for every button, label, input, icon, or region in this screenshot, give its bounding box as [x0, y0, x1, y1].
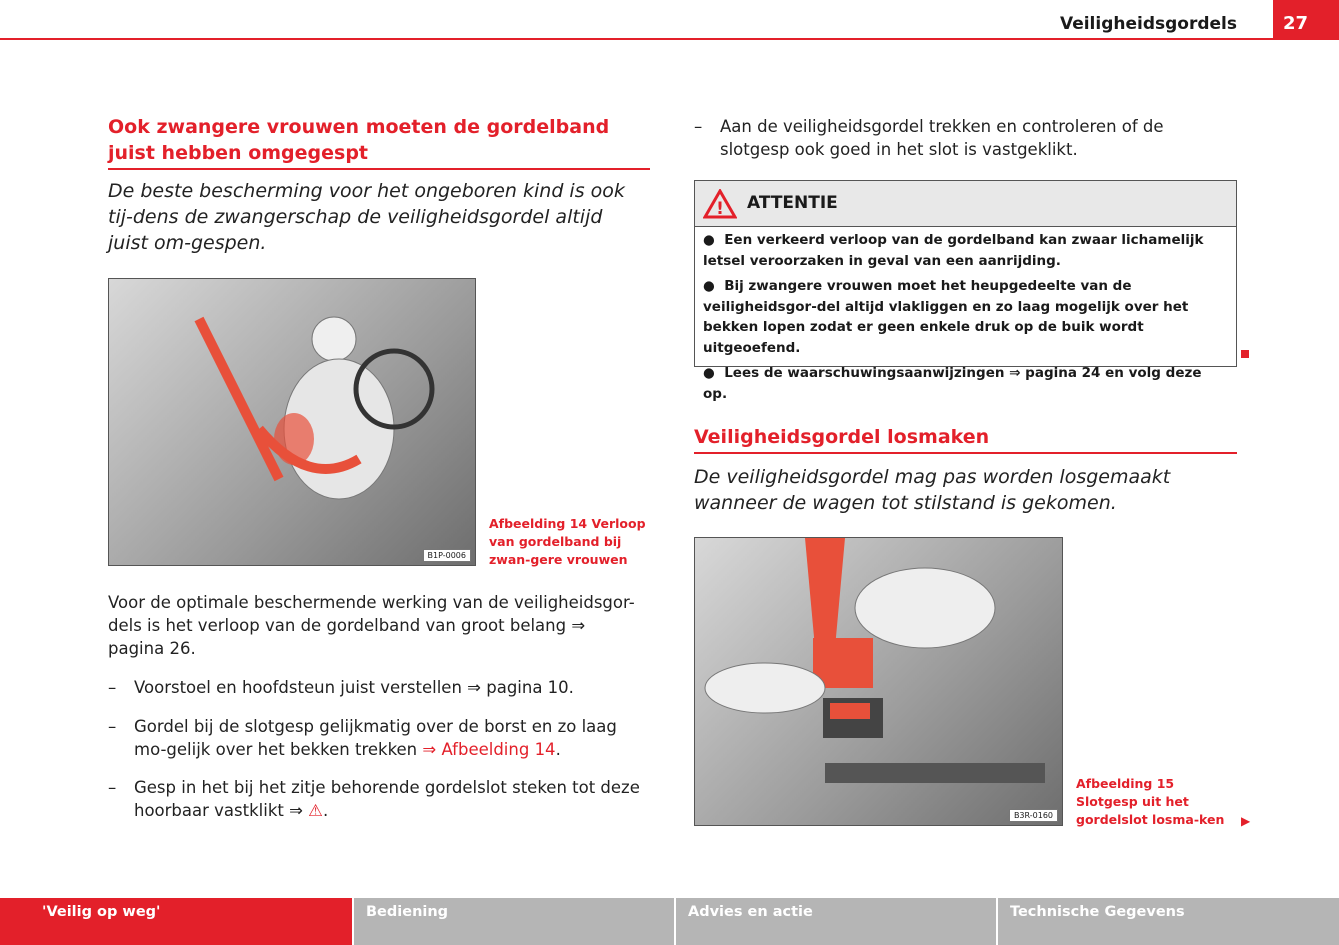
section-lead: De beste bescherming voor het ongeboren kind is ook tij-dens de zwangerschap de veiligheidsgordel altijd juist om-gespen.	[108, 180, 625, 254]
figure-pregnant-belt	[108, 278, 476, 566]
warning-title: ATTENTIE	[747, 193, 838, 213]
warning-item: ● Een verkeerd verloop van de gordelband kan zwaar lichamelijk letsel veroorzaken in geval van een aanrijding.	[703, 232, 1204, 269]
body-paragraph: Voor de optimale beschermende werking van de veiligheidsgor-dels is het verloop van de gordelband van groot belang ⇒ pagina 26.	[108, 593, 635, 658]
buckle-illustration	[695, 538, 1063, 826]
figure-buckle-release	[694, 537, 1063, 826]
warning-item: ● Bij zwangere vrouwen moet het heupgedeelte van de veiligheidsgor-del altijd vlakliggen en zo laag mogelijk over het bekken lopen zodat er geen enkele druk op de buik wordt uitgeoefend.	[703, 278, 1189, 356]
nav-tab-veilig-op-weg[interactable]: 'Veilig op weg'	[0, 898, 352, 945]
chapter-title: Veiligheidsgordels	[1059, 14, 1237, 34]
step-2: – Gordel bij de slotgesp gelijkmatig over de borst en zo laag mo-gelijk over het bekken trekken ⇒ Afbeelding 14.	[108, 715, 643, 761]
nav-tab-technische-gegevens[interactable]: Technische Gegevens	[998, 898, 1339, 945]
section-lead: De veiligheidsgordel mag pas worden losgemaakt wanneer de wagen tot stilstand is gekomen.	[694, 466, 1171, 514]
step-3: – Gesp in het bij het zitje behorende gordelslot steken tot deze hoorbaar vastklikt ⇒ ⚠.	[108, 776, 643, 822]
continue-arrow-icon[interactable]: ▶	[1241, 814, 1251, 828]
step-1: – Voorstoel en hoofdsteun juist verstellen ⇒ pagina 10.	[108, 676, 643, 699]
step-check: – Aan de veiligheidsgordel trekken en controleren of de slotgesp ook goed in het slot is vastgeklikt.	[694, 115, 1234, 161]
figure-caption: Afbeelding 15 Slotgesp uit het gordelslot losma-ken	[1076, 776, 1225, 827]
page-number: 27	[1273, 0, 1339, 40]
svg-text:!: !	[716, 199, 724, 219]
warning-icon[interactable]: ⚠	[308, 801, 323, 820]
warning-box	[694, 180, 1237, 402]
end-marker-icon	[1241, 350, 1249, 358]
nav-tab-advies[interactable]: Advies en actie	[676, 898, 996, 945]
header-rule	[0, 38, 1339, 40]
section-heading: Veiligheidsgordel losmaken	[694, 424, 1237, 454]
section-heading: Ook zwangere vrouwen moeten de gordelband juist hebben omgegespt	[108, 114, 650, 170]
nav-tab-bediening[interactable]: Bediening	[354, 898, 674, 945]
warning-header	[695, 181, 1236, 227]
warning-item: ● Lees de waarschuwingsaanwijzingen ⇒ pagina 24 en volg deze op.	[703, 365, 1202, 402]
figure-caption: Afbeelding 14 Verloop van gordelband bij zwan-gere vrouwen	[489, 516, 646, 567]
figure-code: B3R-0160	[1009, 809, 1058, 822]
warning-triangle-icon	[703, 189, 737, 219]
figure-code: B1P-0006	[423, 549, 471, 562]
figure-link[interactable]: ⇒ Afbeelding 14	[422, 740, 556, 759]
pregnant-driver-illustration	[109, 279, 476, 566]
